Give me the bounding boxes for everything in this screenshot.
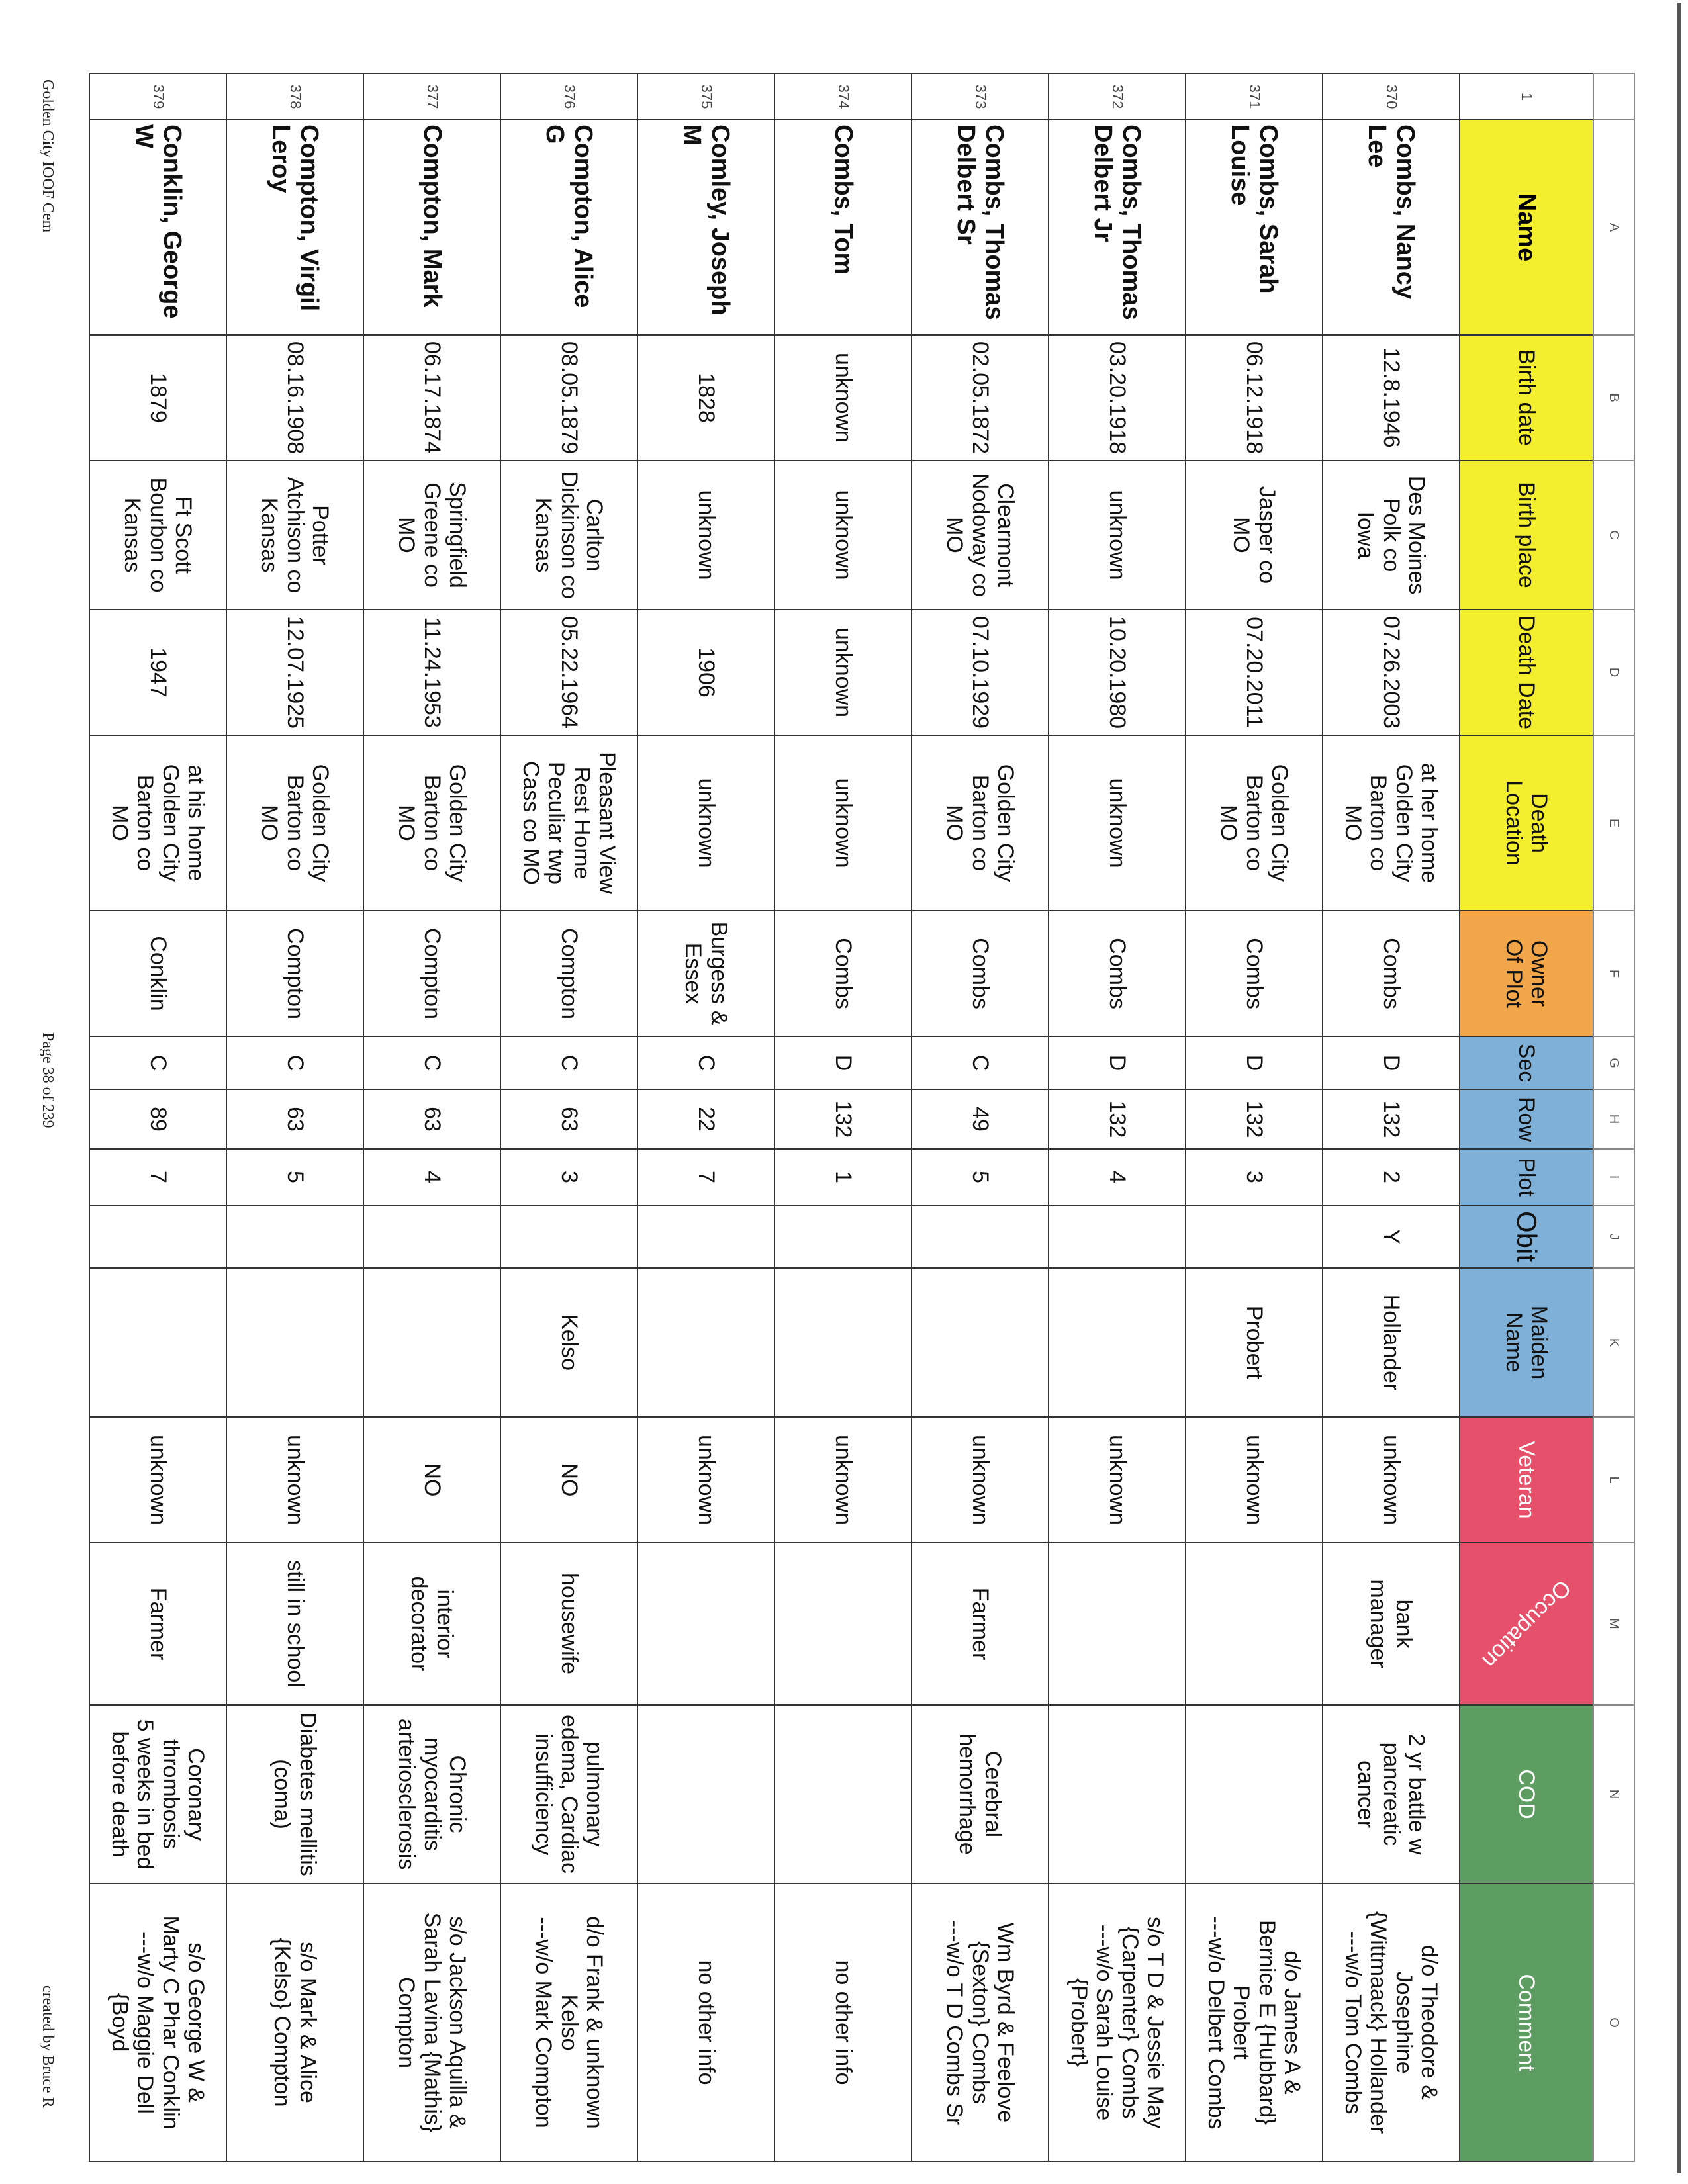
record-obit xyxy=(363,1205,500,1268)
record-death-location: at her home Golden City Barton co MO xyxy=(1323,735,1460,911)
record-row-number: 379 xyxy=(89,73,226,120)
table-row xyxy=(912,73,1049,2161)
table-row xyxy=(1186,73,1323,2161)
column-letter: M xyxy=(1593,1543,1634,1705)
header-row-number: 1 xyxy=(1460,73,1593,120)
record-plot: 5 xyxy=(226,1149,363,1205)
record-row-number: 374 xyxy=(774,73,912,120)
record-cod: Chronic myocarditis arteriosclerosis xyxy=(363,1705,500,1884)
record-comment: no other info xyxy=(774,1884,912,2161)
table-row xyxy=(226,73,363,2161)
record-row: 22 xyxy=(637,1089,774,1149)
record-row: 63 xyxy=(363,1089,500,1149)
record-maiden-name xyxy=(774,1268,912,1417)
header-plot: Plot xyxy=(1460,1149,1593,1205)
record-row: 63 xyxy=(500,1089,637,1149)
table-row xyxy=(500,73,637,2161)
table-row xyxy=(89,73,226,2161)
record-birth-place: unknown xyxy=(1049,461,1186,610)
record-sec: C xyxy=(89,1036,226,1089)
record-occupation: Farmer xyxy=(912,1543,1049,1705)
header-death-location: Death Location xyxy=(1460,735,1593,911)
record-cod: Diabetes mellitis (coma) xyxy=(226,1705,363,1884)
record-birth-place: unknown xyxy=(774,461,912,610)
record-owner-of-plot: Compton xyxy=(363,911,500,1036)
header-owner-of-plot: Owner Of Plot xyxy=(1460,911,1593,1036)
record-birth-place: unknown xyxy=(637,461,774,610)
record-owner-of-plot: Combs xyxy=(1049,911,1186,1036)
record-veteran: unknown xyxy=(774,1417,912,1543)
record-owner-of-plot: Combs xyxy=(774,911,912,1036)
record-veteran: unknown xyxy=(89,1417,226,1543)
record-row: 63 xyxy=(226,1089,363,1149)
record-birth-place: Jasper co MO xyxy=(1186,461,1323,610)
record-obit xyxy=(500,1205,637,1268)
record-cod: Coronary thrombosis 5 weeks in bed before death xyxy=(89,1705,226,1884)
record-birth-place: Des Moines Polk co Iowa xyxy=(1323,461,1460,610)
column-letter: O xyxy=(1593,1884,1634,2161)
record-plot: 7 xyxy=(637,1149,774,1205)
record-sec: D xyxy=(1323,1036,1460,1089)
footer-page-number: Page 38 of 239 xyxy=(39,1032,56,1128)
record-maiden-name: Probert xyxy=(1186,1268,1323,1417)
record-name: Compton, Alice G xyxy=(500,120,637,335)
record-sec: D xyxy=(1186,1036,1323,1089)
record-veteran: unknown xyxy=(912,1417,1049,1543)
record-plot: 2 xyxy=(1323,1149,1460,1205)
column-letter: A xyxy=(1593,120,1634,335)
record-name: Compton, Mark xyxy=(363,120,500,335)
record-row-number: 370 xyxy=(1323,73,1460,120)
record-sec: C xyxy=(912,1036,1049,1089)
record-name: Comley, Joseph M xyxy=(637,120,774,335)
record-owner-of-plot: Combs xyxy=(1323,911,1460,1036)
record-maiden-name xyxy=(637,1268,774,1417)
record-veteran: unknown xyxy=(1323,1417,1460,1543)
header-row: Row xyxy=(1460,1089,1593,1149)
record-name: Combs, Sarah Louise xyxy=(1186,120,1323,335)
record-sec: D xyxy=(774,1036,912,1089)
scan-top-line xyxy=(1677,3,1681,2173)
header-obit: Obit xyxy=(1460,1205,1593,1268)
record-occupation: housewife xyxy=(500,1543,637,1705)
record-occupation: Farmer xyxy=(89,1543,226,1705)
record-plot: 7 xyxy=(89,1149,226,1205)
record-occupation: still in school xyxy=(226,1543,363,1705)
footer-credit: created by Bruce R xyxy=(39,1985,56,2108)
column-letter: G xyxy=(1593,1036,1634,1089)
record-name: Conklin, George W xyxy=(89,120,226,335)
record-birth-date: 03.20.1918 xyxy=(1049,335,1186,461)
record-comment: d/o James A & Bernice E {Hubbard} Probert ---w/o Delbert Combs xyxy=(1186,1884,1323,2161)
header-birth-date: Birth date xyxy=(1460,335,1593,461)
record-veteran: unknown xyxy=(637,1417,774,1543)
record-row: 49 xyxy=(912,1089,1049,1149)
record-owner-of-plot: Combs xyxy=(912,911,1049,1036)
record-plot: 4 xyxy=(363,1149,500,1205)
record-birth-date: 08.05.1879 xyxy=(500,335,637,461)
record-comment: d/o Frank & unknown Kelso ---w/o Mark Compton xyxy=(500,1884,637,2161)
record-death-location: Pleasant View Rest Home Peculiar twp Cass co MO xyxy=(500,735,637,911)
column-letter: K xyxy=(1593,1268,1634,1417)
record-birth-date: 06.12.1918 xyxy=(1186,335,1323,461)
header-veteran: Veteran xyxy=(1460,1417,1593,1543)
record-birth-place: Springfield Greene co MO xyxy=(363,461,500,610)
record-maiden-name: Kelso xyxy=(500,1268,637,1417)
record-sec: C xyxy=(500,1036,637,1089)
record-cod: 2 yr battle w pancreatic cancer xyxy=(1323,1705,1460,1884)
record-death-location: unknown xyxy=(637,735,774,911)
record-owner-of-plot: Combs xyxy=(1186,911,1323,1036)
record-cod xyxy=(637,1705,774,1884)
table-row xyxy=(1049,73,1186,2161)
record-comment: s/o George W & Marty C Phar Conklin ---w/o Maggie Dell {Boyd xyxy=(89,1884,226,2161)
record-death-location: Golden City Barton co MO xyxy=(912,735,1049,911)
record-row-number: 371 xyxy=(1186,73,1323,120)
column-letter: D xyxy=(1593,610,1634,735)
record-maiden-name: Hollander xyxy=(1323,1268,1460,1417)
record-obit xyxy=(774,1205,912,1268)
record-row-number: 373 xyxy=(912,73,1049,120)
record-plot: 5 xyxy=(912,1149,1049,1205)
table-row xyxy=(774,73,912,2161)
record-row: 132 xyxy=(1186,1089,1323,1149)
record-birth-place: Ft Scott Bourbon co Kansas xyxy=(89,461,226,610)
header-name: Name xyxy=(1460,120,1593,335)
header-sec: Sec xyxy=(1460,1036,1593,1089)
column-letter: F xyxy=(1593,911,1634,1036)
header-row xyxy=(1460,73,1593,2161)
record-cod: Cerebral hemorrhage xyxy=(912,1705,1049,1884)
record-maiden-name xyxy=(226,1268,363,1417)
record-death-location: Golden City Barton co MO xyxy=(1186,735,1323,911)
record-birth-date: 06.17.1874 xyxy=(363,335,500,461)
record-sec: D xyxy=(1049,1036,1186,1089)
record-birth-date: 08.16.1908 xyxy=(226,335,363,461)
table-row xyxy=(637,73,774,2161)
record-obit xyxy=(912,1205,1049,1268)
header-comment: Comment xyxy=(1460,1884,1593,2161)
column-letter: I xyxy=(1593,1149,1634,1205)
record-cod xyxy=(1049,1705,1186,1884)
record-birth-place: Potter Atchison co Kansas xyxy=(226,461,363,610)
footer-cemetery-name: Golden City IOOF Cem xyxy=(39,79,56,233)
column-letter: N xyxy=(1593,1705,1634,1884)
record-sec: C xyxy=(226,1036,363,1089)
record-comment: s/o T D & Jessie May {Carpenter} Combs ---w/o Sarah Louise {Probert} xyxy=(1049,1884,1186,2161)
record-cod: pulmonary edema, Cardiac insufficiency xyxy=(500,1705,637,1884)
record-obit xyxy=(637,1205,774,1268)
record-birth-date: 02.05.1872 xyxy=(912,335,1049,461)
record-name: Combs, Thomas Delbert Jr xyxy=(1049,120,1186,335)
column-letter: L xyxy=(1593,1417,1634,1543)
record-death-location: Golden City Barton co MO xyxy=(363,735,500,911)
record-comment: no other info xyxy=(637,1884,774,2161)
record-sec: C xyxy=(637,1036,774,1089)
column-letter: J xyxy=(1593,1205,1634,1268)
record-plot: 3 xyxy=(1186,1149,1323,1205)
record-obit xyxy=(89,1205,226,1268)
record-cod xyxy=(774,1705,912,1884)
record-owner-of-plot: Compton xyxy=(500,911,637,1036)
record-occupation: bank manager xyxy=(1323,1543,1460,1705)
record-owner-of-plot: Conklin xyxy=(89,911,226,1036)
record-obit xyxy=(226,1205,363,1268)
header-occupation xyxy=(1460,1543,1593,1705)
record-death-date: 11.24.1953 xyxy=(363,610,500,735)
column-letter: B xyxy=(1593,335,1634,461)
record-row-number: 377 xyxy=(363,73,500,120)
column-letter-row xyxy=(1593,73,1634,2161)
record-occupation xyxy=(1049,1543,1186,1705)
record-plot: 4 xyxy=(1049,1149,1186,1205)
record-row: 132 xyxy=(1323,1089,1460,1149)
record-death-date: 07.10.1929 xyxy=(912,610,1049,735)
record-obit xyxy=(1186,1205,1323,1268)
record-birth-date: 1828 xyxy=(637,335,774,461)
record-plot: 3 xyxy=(500,1149,637,1205)
record-maiden-name xyxy=(912,1268,1049,1417)
record-owner-of-plot: Compton xyxy=(226,911,363,1036)
record-row: 132 xyxy=(774,1089,912,1149)
record-veteran: unknown xyxy=(1049,1417,1186,1543)
record-row-number: 378 xyxy=(226,73,363,120)
record-row-number: 372 xyxy=(1049,73,1186,120)
record-maiden-name xyxy=(363,1268,500,1417)
record-death-date: unknown xyxy=(774,610,912,735)
record-comment: s/o Mark & Alice {Kelso} Compton xyxy=(226,1884,363,2161)
record-veteran: unknown xyxy=(226,1417,363,1543)
record-death-location: at his home Golden City Barton co MO xyxy=(89,735,226,911)
record-birth-date: unknown xyxy=(774,335,912,461)
column-letter: E xyxy=(1593,735,1634,911)
column-letter: H xyxy=(1593,1089,1634,1149)
table-row xyxy=(1323,73,1460,2161)
header-maiden-name: Maiden Name xyxy=(1460,1268,1593,1417)
record-occupation: interior decorator xyxy=(363,1543,500,1705)
record-birth-place: Clearmont Nodoway co MO xyxy=(912,461,1049,610)
record-veteran: NO xyxy=(500,1417,637,1543)
record-maiden-name xyxy=(89,1268,226,1417)
record-sec: C xyxy=(363,1036,500,1089)
record-comment: d/o Theodore & Josephine {Wittmaack} Hollander ---w/o Tom Combs xyxy=(1323,1884,1460,2161)
column-letter: C xyxy=(1593,461,1634,610)
record-plot: 1 xyxy=(774,1149,912,1205)
record-death-date: 07.26.2003 xyxy=(1323,610,1460,735)
record-death-date: 12.07.1925 xyxy=(226,610,363,735)
record-death-location: Golden City Barton co MO xyxy=(226,735,363,911)
table-row xyxy=(363,73,500,2161)
record-death-date: 10.20.1980 xyxy=(1049,610,1186,735)
record-maiden-name xyxy=(1049,1268,1186,1417)
record-row: 89 xyxy=(89,1089,226,1149)
record-death-location: unknown xyxy=(1049,735,1186,911)
record-death-date: 07.20.2011 xyxy=(1186,610,1323,735)
record-cod xyxy=(1186,1705,1323,1884)
record-owner-of-plot: Burgess & Essex xyxy=(637,911,774,1036)
record-death-date: 1906 xyxy=(637,610,774,735)
record-comment: Wm Byrd & Feelove {Sexton} Combs ---w/o T D Combs Sr xyxy=(912,1884,1049,2161)
header-occupation-label: Occupation xyxy=(1477,1574,1576,1673)
record-name: Combs, Nancy Lee xyxy=(1323,120,1460,335)
record-death-date: 1947 xyxy=(89,610,226,735)
record-row: 132 xyxy=(1049,1089,1186,1149)
record-obit xyxy=(1049,1205,1186,1268)
record-birth-date: 12.8.1946 xyxy=(1323,335,1460,461)
cemetery-records-table xyxy=(89,73,1635,2162)
record-name: Combs, Thomas Delbert Sr xyxy=(912,120,1049,335)
record-birth-place: Carlton Dickinson co Kansas xyxy=(500,461,637,610)
record-birth-date: 1879 xyxy=(89,335,226,461)
record-comment: s/o Jackson Aquilla & Sarah Lavina {Mathis} Compton xyxy=(363,1884,500,2161)
record-death-location: unknown xyxy=(774,735,912,911)
record-name: Combs, Tom xyxy=(774,120,912,335)
record-veteran: NO xyxy=(363,1417,500,1543)
column-letter-corner xyxy=(1593,73,1634,120)
header-birth-place: Birth place xyxy=(1460,461,1593,610)
record-name: Compton, Virgil Leroy xyxy=(226,120,363,335)
header-death-date: Death Date xyxy=(1460,610,1593,735)
record-row-number: 375 xyxy=(637,73,774,120)
record-obit: Y xyxy=(1323,1205,1460,1268)
record-occupation xyxy=(637,1543,774,1705)
record-occupation xyxy=(774,1543,912,1705)
header-cod: COD xyxy=(1460,1705,1593,1884)
record-veteran: unknown xyxy=(1186,1417,1323,1543)
record-death-date: 05.22.1964 xyxy=(500,610,637,735)
record-row-number: 376 xyxy=(500,73,637,120)
record-occupation xyxy=(1186,1543,1323,1705)
